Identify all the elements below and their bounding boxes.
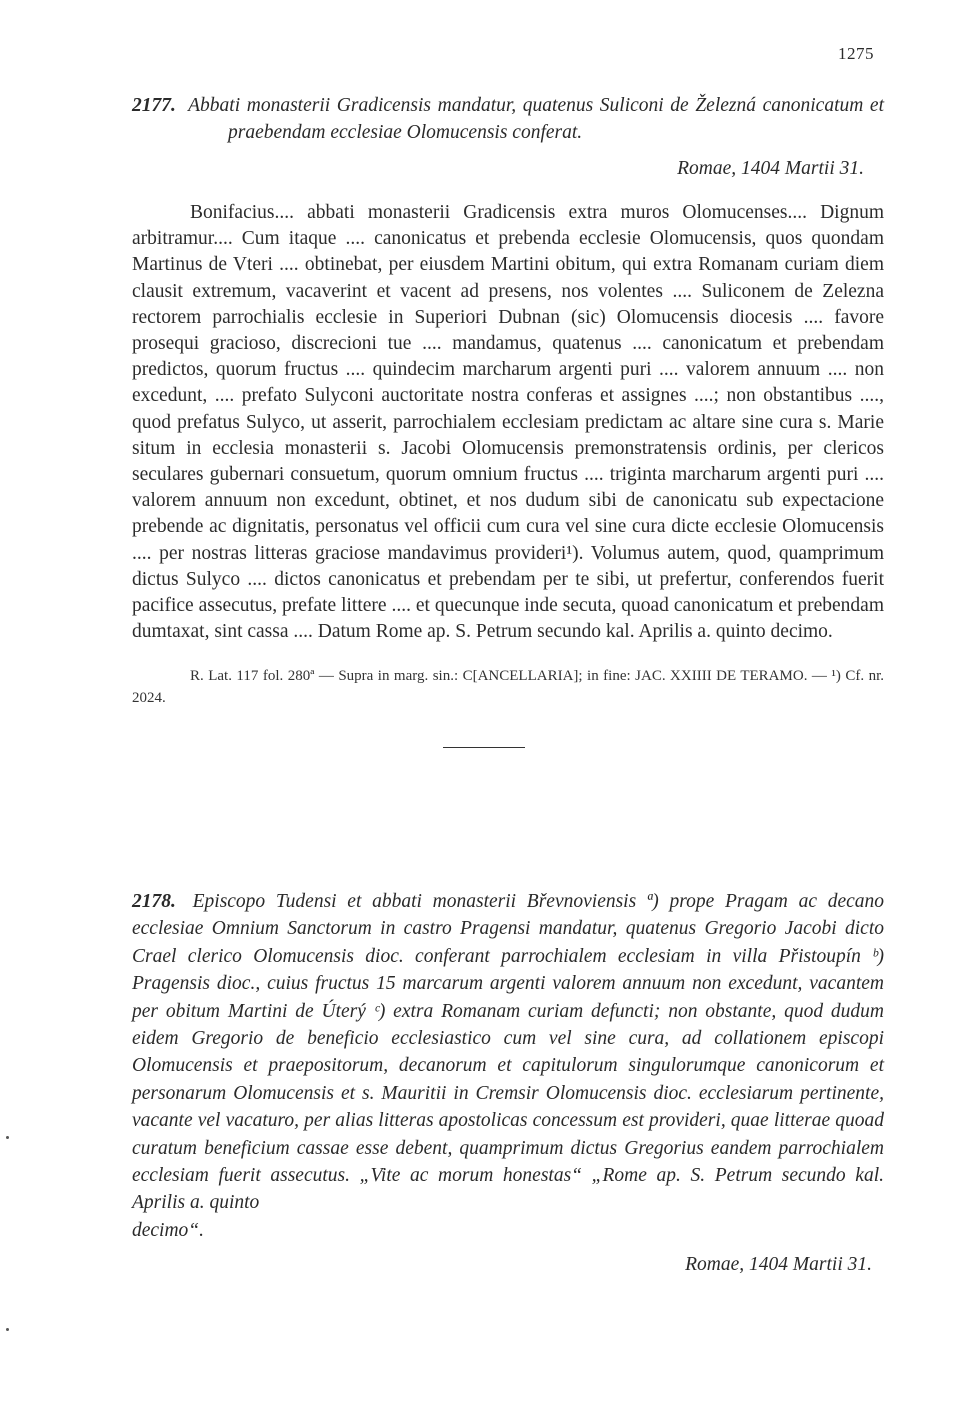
- entry-2178-summary: Episcopo Tudensi et abbati monasterii Břevnoviensis ª) prope Pragam ac decano ecclesiae Omnium Sanctorum in castro Pragensi mandatur, quatenus Gregorio Jacobi dicto Crael clerico Olomucensis dioc. conferant parrochialem ecclesiam in villa Přistoupín ᵇ) Pragensis dioc., cuius fructus 15 marcarum argenti valorem annuum non excedunt, vacantem per obitum Martini de Úterý ᶜ) extra Romanam curiam defuncti; non obstante, quod dudum eidem Gregorio de beneficio ecclesiastico cum vel sine cura, ad collationem episcopi Olomucensis et praepositorum, decanorum et capitulorum singulorumque canonicorum et personarum Olomucensis et s. Mauritii in Cremsir Olomucensis dioc. ecclesiarum pertinente, vacante vel vacaturo, per alias litteras apostolicas concessum est provideri, quae litterae quoad curatum beneficium cassae esse debent, quamprimum dictus Gregorius eandem parrochialem ecclesiam fuerit assecutus. „Vite ac morum honestas“ „Rome ap. S. Petrum secundo kal. Aprilis a. quinto: [132, 891, 885, 1214]
- entry-2178-date: Romae, 1404 Martii 31.: [685, 1254, 872, 1276]
- entry-2178-heading: [132, 888, 884, 1244]
- entry-2177-note: R. Lat. 117 fol. 280ª — Supra in marg. sin.: C[ANCELLARIA]; in fine: JAC. XXIIII DE TERAMO. — ¹) Cf. nr. 2024.: [132, 668, 884, 707]
- entry-2177-number: 2177.: [132, 95, 176, 116]
- entry-2178: [132, 888, 884, 1276]
- margin-dot: [6, 1136, 9, 1139]
- entry-2177-heading: [132, 92, 884, 146]
- entry-2178-number: 2178.: [132, 891, 176, 912]
- section-divider: [443, 747, 525, 748]
- margin-dot: [6, 1328, 9, 1331]
- entry-2177-summary: Abbati monasterii Gradicensis mandatur, quatenus Suliconi de Železná canonicatum et praebendam ecclesiae Olomucensis conferat.: [188, 95, 884, 143]
- entry-2177: [132, 92, 884, 748]
- entry-2177-date: Romae, 1404 Martii 31.: [677, 158, 864, 179]
- entry-2177-body: Bonifacius.... abbati monasterii Gradicensis extra muros Olomucenses.... Dignum arbitramur.... Cum itaque .... canonicatus et prebenda ecclesie Olomucensis, quos quondam Martinus de Vteri .... obtinebat, per eiusdem Martini obitum, qui extra Romanam curiam diem clausit extremum, vacaverint et vacent ad presens, nos volentes .... Suliconem de Zelezna rectorem parrochialis ecclesie in Superiori Dubnan (sic) Olomucensis diocesis .... favore prosequi gracioso, discrecioni tue .... mandamus, quatenus .... canonicatum et prebendam predictos, quorum fructus .... quindecim marcharum argenti puri .... valorem annuum .... non excedunt, .... prefato Sulyconi auctoritate nostra conferas et assignes ....; non obstantibus ...., quod prefatus Sulyco, ut asserit, parrochialem ecclesiam predictam ac altare sine cura s. Marie situm in ecclesia monasterii s. Jacobi Olomucensis premonstratensis ordinis, per clericos seculares gubernari consuetum, quorum omnium fructus .... triginta marcharum argenti puri .... valorem annuum non excedunt, obtinet, et nos dudum sibi de canonicatu sub expectacione prebende ac dignitatis, personatus vel officii cum cura vel sine cura dicte ecclesie Olomucensis .... per nostras litteras graciose mandavimus provideri¹). Volumus autem, quod, quamprimum dictus Sulyco .... dictos canonicatus et prebendam per te sibi, ut prefertur, conferendos fuerit pacifice assecutus, prefate littere .... et quecunque inde secuta, quoad canonicatum et prebendam dumtaxat, sint cassa .... Datum Rome ap. S. Petrum secundo kal. Aprilis a. quinto decimo.: [132, 202, 884, 643]
- entry-2178-summary-end: decimo“.: [132, 1219, 205, 1241]
- page-number: 1275: [838, 44, 874, 63]
